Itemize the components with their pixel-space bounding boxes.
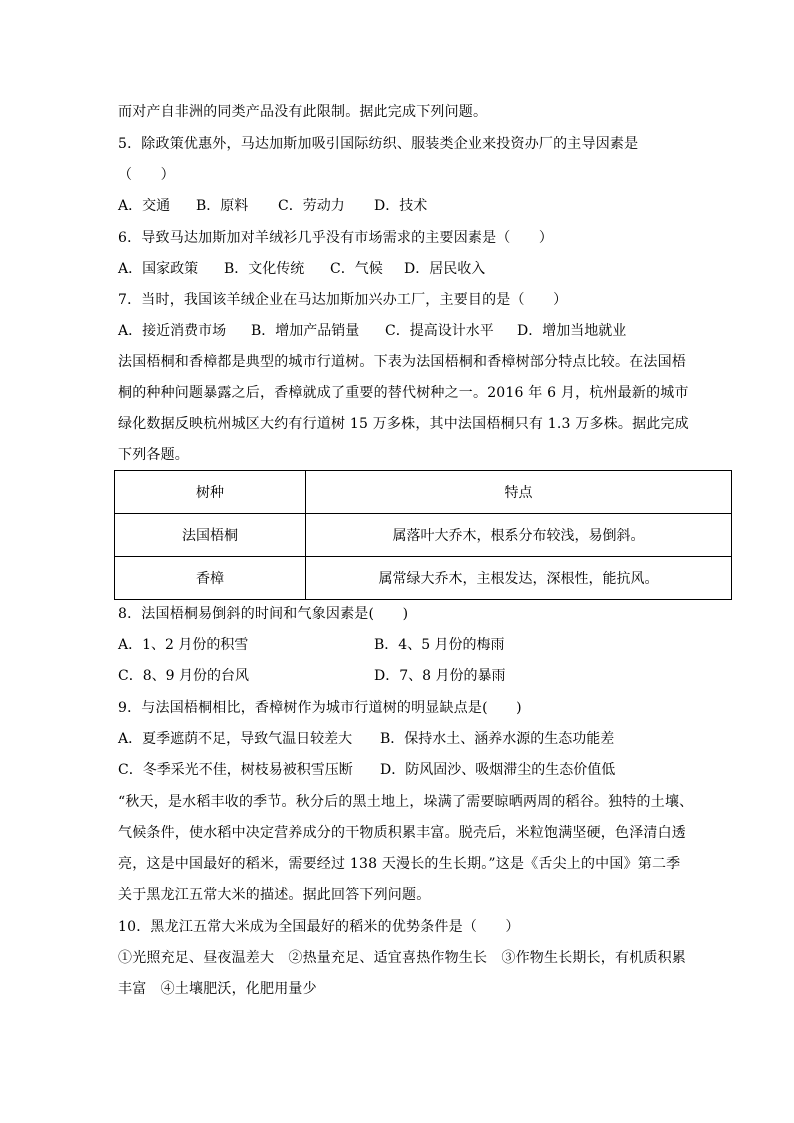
q10-line-3: 丰富 ④土壤肥沃，化肥用量少 (118, 981, 317, 997)
q10-line-2: ①光照充足、昼夜温差大 ②热量充足、适宜喜热作物生长 ③作物生长期长，有机质积累 (118, 950, 686, 966)
q7-option-a: A．接近消费市场 (118, 323, 227, 339)
q8-options-row-2 (118, 666, 506, 686)
table-row (115, 557, 732, 600)
passage3-line-2: 气候条件，使水稻中决定营养成分的干物质积累丰富。脱壳后，米粒饱满坚硬，色泽清白透 (118, 825, 686, 841)
passage3-line-1: “秋天，是水稻丰收的季节。秋分后的黑土地上，垛满了需要晾晒两周的稻谷。独特的土壤、 (118, 794, 694, 810)
q9-option-b: B．保持水土、涵养水源的生态功能差 (380, 731, 615, 747)
q6-option-b: B．文化传统 (224, 261, 305, 277)
q10-stem: 10．黑龙江五常大米成为全国最好的稻米的优势条件是（ ） (118, 919, 520, 935)
table-header-row (115, 471, 732, 514)
q5-stem: 5．除政策优惠外，马达加斯加吸引国际纺织、服装类企业来投资办厂的主导因素是 (118, 136, 639, 152)
q7-option-c: C．提高设计水平 (385, 323, 494, 339)
q5-option-a: A．交通 (118, 198, 171, 214)
passage2-line-1: 法国梧桐和香樟都是典型的城市行道树。下表为法国梧桐和香樟树部分特点比较。在法国梧 (118, 354, 686, 370)
table-header-features: 特点 (306, 471, 732, 514)
passage2-line-4: 下列各题。 (118, 447, 189, 463)
q7-option-b: B．增加产品销量 (251, 323, 360, 339)
passage3-line-4: 关于黑龙江五常大米的描述。据此回答下列问题。 (118, 887, 431, 903)
passage3-line-3: 亮，这是中国最好的稻米，需要经过 138 天漫长的生长期。”这是《舌尖上的中国》第二季 (118, 856, 681, 872)
q8-option-c: C．8、9 月份的台风 (118, 668, 249, 684)
q9-option-a: A．夏季遮荫不足，导致气温日较差大 (118, 731, 353, 747)
q5-option-d: D．技术 (374, 198, 428, 214)
q7-option-d: D．增加当地就业 (517, 323, 627, 339)
q9-option-c: C．冬季采光不佳，树枝易被积雪压断 (118, 762, 353, 778)
q6-option-a: A．国家政策 (118, 261, 199, 277)
q7-options (118, 321, 626, 341)
q5-paren: （ ） (118, 167, 175, 183)
table-cell-features: 属落叶大乔木，根系分布较浅，易倒斜。 (306, 514, 732, 557)
q7-stem: 7．当时，我国该羊绒企业在马达加斯加兴办工厂，主要目的是（ ） (118, 292, 568, 308)
table-cell-features: 属常绿大乔木，主根发达，深根性，能抗风。 (306, 557, 732, 600)
q8-options-row-1 (118, 635, 505, 655)
q6-stem: 6．导致马达加斯加对羊绒衫几乎没有市场需求的主要因素是（ ） (118, 230, 554, 246)
q5-options (118, 196, 427, 216)
q8-option-a: A．1、2 月份的积雪 (118, 637, 249, 653)
q9-options-row-1 (118, 729, 614, 749)
q9-option-d: D．防风固沙、吸烟滞尘的生态价值低 (380, 762, 616, 778)
q5-option-c: C．劳动力 (278, 198, 345, 214)
passage2-line-3: 绿化数据反映杭州城区大约有行道树 15 万多株，其中法国梧桐只有 1.3 万多株。据此完成 (118, 416, 689, 432)
table-row (115, 514, 732, 557)
q6-option-d: D．居民收入 (404, 261, 486, 277)
q9-stem: 9．与法国梧桐相比，香樟树作为城市行道树的明显缺点是( ) (118, 700, 522, 716)
tree-comparison-table (114, 470, 732, 600)
table-header-species: 树种 (115, 471, 306, 514)
q6-option-c: C．气候 (330, 261, 383, 277)
q8-option-b: B．4、5 月份的梅雨 (374, 637, 505, 653)
q9-options-row-2 (118, 760, 615, 780)
table-cell-species: 法国梧桐 (115, 514, 306, 557)
intro-tail: 而对产自非洲的同类产品没有此限制。据此完成下列问题。 (118, 104, 488, 120)
q8-stem: 8．法国梧桐易倒斜的时间和气象因素是( ) (118, 606, 409, 622)
q8-option-d: D．7、8 月份的暴雨 (374, 668, 506, 684)
q6-options (118, 259, 485, 279)
table-cell-species: 香樟 (115, 557, 306, 600)
passage2-line-2: 桐的种种问题暴露之后，香樟就成了重要的替代树种之一。2016 年 6 月，杭州最新的城市 (118, 385, 689, 401)
q5-option-b: B．原料 (196, 198, 249, 214)
